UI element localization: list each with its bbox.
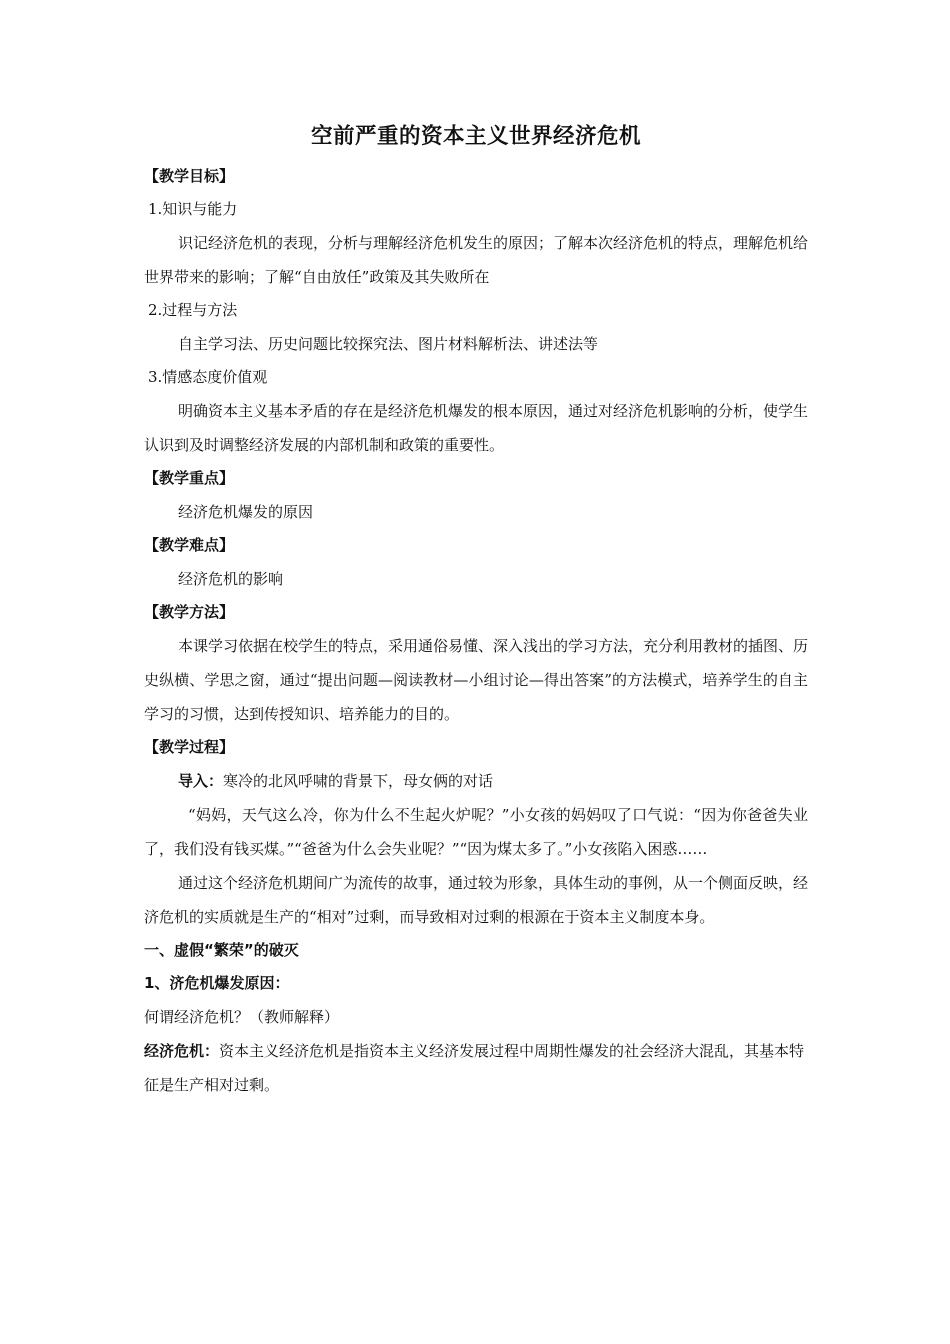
objective-3-label: 3.情感态度价值观 (148, 368, 268, 386)
definition-term: 经济危机： (144, 1042, 220, 1060)
document-page (144, 120, 808, 1102)
question-text: 何谓经济危机？（教师解释） (144, 1008, 340, 1026)
dialogue-paragraph: “妈妈，天气这么冷，你为什么不生起火炉呢？”小女孩的妈妈叹了口气说：“因为你爸爸失业了，我们没有钱买煤。”“爸爸为什么会失业呢？”“因为煤太多了。”小女孩陷入困惑…… (144, 806, 808, 858)
definition-text: 资本主义经济危机是指资本主义经济发展过程中周期性爆发的社会经济大混乱，其基本特征是生产相对过剩。 (144, 1042, 805, 1094)
intro-paragraph (144, 764, 808, 798)
objective-1-label: 1.知识与能力 (148, 200, 238, 218)
objective-2-text: 自主学习法、历史问题比较探究法、图片材料解析法、讲述法等 (178, 335, 599, 353)
objective-3-text: 明确资本主义基本矛盾的存在是经济危机爆发的根本原因，通过对经济危机影响的分析，使学生认识到及时调整经济发展的内部机制和政策的重要性。 (144, 402, 809, 454)
difficulty-heading: 【教学难点】 (144, 536, 235, 554)
definition-paragraph (144, 1034, 808, 1102)
method-text: 本课学习依据在校学生的特点，采用通俗易懂、深入浅出的学习方法，充分利用教材的插图、历史纵横、学思之窗，通过“提出问题—阅读教材—小组讨论—得出答案”的方法模式，培养学生的自主学习的习惯，达到传授知识、培养能力的目的。 (144, 637, 809, 723)
explanation-paragraph: 通过这个经济危机期间广为流传的故事，通过较为形象，具体生动的事例，从一个侧面反映，经济危机的实质就是生产的“相对”过剩，而导致相对过剩的根源在于资本主义制度本身。 (144, 874, 809, 926)
document-title: 空前严重的资本主义世界经济危机 (310, 124, 641, 149)
method-heading: 【教学方法】 (144, 603, 235, 621)
objectives-heading: 【教学目标】 (144, 167, 235, 185)
key-point-heading: 【教学重点】 (144, 469, 235, 487)
key-point-text: 经济危机爆发的原因 (178, 503, 314, 521)
intro-label: 导入： (178, 772, 224, 790)
difficulty-text: 经济危机的影响 (178, 570, 284, 588)
objective-2-label: 2.过程与方法 (148, 301, 238, 319)
intro-text: 寒冷的北风呼啸的背景下，母女俩的对话 (223, 772, 494, 790)
subsection-1-heading: 1、济危机爆发原因： (144, 974, 290, 992)
section-1-heading: 一、虚假“繁荣”的破灭 (144, 941, 299, 959)
process-heading: 【教学过程】 (144, 738, 235, 756)
objective-1-text: 识记经济危机的表现，分析与理解经济危机发生的原因；了解本次经济危机的特点，理解危机给世界带来的影响；了解“自由放任”政策及其失败所在 (144, 234, 809, 286)
